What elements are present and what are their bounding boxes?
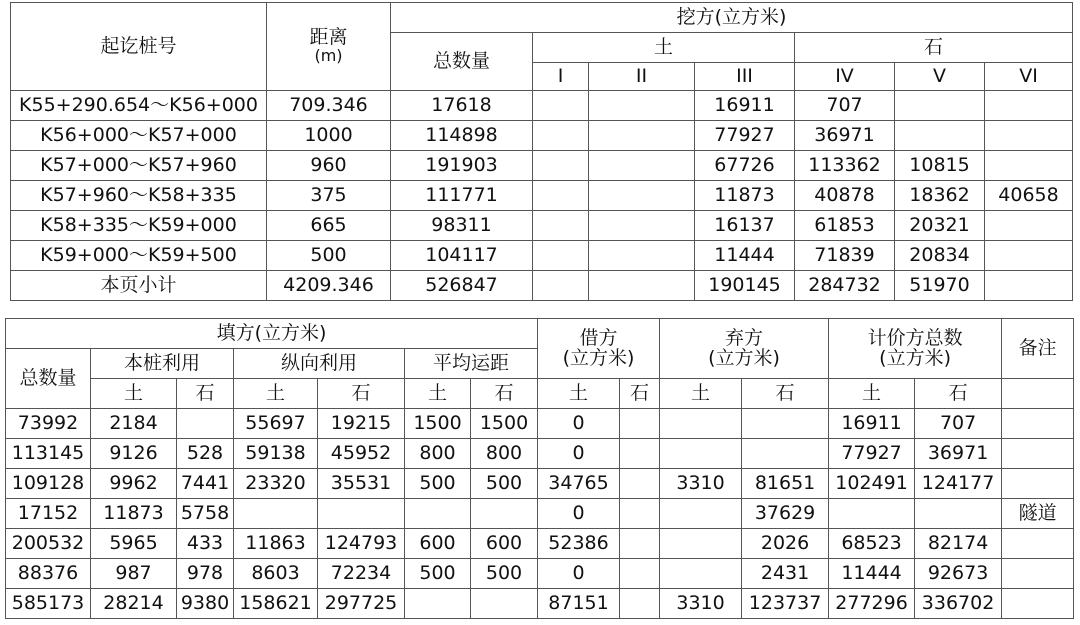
table-cell: 3310 [660, 589, 742, 619]
table-cell: K57+000～K57+960 [11, 151, 267, 181]
table-cell: 800 [471, 439, 538, 469]
table-cell [742, 439, 829, 469]
header-long-rock: 石 [318, 379, 405, 409]
table-cell [589, 91, 695, 121]
table-cell: 19215 [318, 409, 405, 439]
table-row [6, 559, 1074, 589]
table-cell: 0 [538, 409, 620, 439]
header-soil: 土 [533, 33, 795, 63]
table-cell: 190145 [695, 271, 795, 301]
table-cell: 17618 [391, 91, 533, 121]
header-priced-unit: (立方米) [879, 346, 951, 369]
table-cell: 40878 [795, 181, 895, 211]
table-cell: 5965 [91, 529, 177, 559]
table-cell: 82174 [915, 529, 1002, 559]
table-cell: 0 [538, 439, 620, 469]
table-cell: 88376 [6, 559, 91, 589]
table-cell [533, 151, 589, 181]
table-cell: 114898 [391, 121, 533, 151]
table-cell: 0 [538, 499, 620, 529]
table-cell [589, 241, 695, 271]
header-grade-3: III [695, 63, 795, 91]
table-cell: 73992 [6, 409, 91, 439]
table-cell [620, 439, 660, 469]
table-cell [985, 241, 1073, 271]
header-haul-soil: 土 [405, 379, 471, 409]
table-cell: 77927 [695, 121, 795, 151]
header-waste-rock: 石 [742, 379, 829, 409]
header-rock: 石 [795, 33, 1073, 63]
table-cell [620, 409, 660, 439]
table-cell: 375 [267, 181, 391, 211]
table-cell: 20834 [895, 241, 985, 271]
table-cell: K55+290.654～K56+000 [11, 91, 267, 121]
header-waste [660, 319, 829, 379]
table-cell: 500 [405, 559, 471, 589]
table-row [11, 181, 1073, 211]
header-borrow-label: 借方 [579, 326, 618, 349]
table-cell: 2026 [742, 529, 829, 559]
table-cell [533, 211, 589, 241]
table-cell [895, 91, 985, 121]
table-cell: 4209.346 [267, 271, 391, 301]
table-cell: 9380 [177, 589, 234, 619]
table-cell: 9126 [91, 439, 177, 469]
table-cell: 8603 [234, 559, 318, 589]
table-cell: 11444 [829, 559, 915, 589]
table-cell: 5758 [177, 499, 234, 529]
header-distance-unit: (m) [314, 46, 343, 66]
header-fill-total: 总数量 [6, 349, 91, 409]
header-priced-soil: 土 [829, 379, 915, 409]
header-grade-1: I [533, 63, 589, 91]
header-excavation-total: 总数量 [391, 33, 533, 91]
table-cell: 123737 [742, 589, 829, 619]
header-waste-soil: 土 [660, 379, 742, 409]
table-row [11, 121, 1073, 151]
table-cell [1002, 589, 1074, 619]
table-cell: 87151 [538, 589, 620, 619]
table-cell [660, 409, 742, 439]
table-cell [1002, 559, 1074, 589]
table-cell [533, 91, 589, 121]
table-cell: 40658 [985, 181, 1073, 211]
table-cell [405, 499, 471, 529]
header-remarks-blank [1002, 379, 1074, 409]
table-cell [742, 409, 829, 439]
table-cell: 111771 [391, 181, 533, 211]
table-cell: 102491 [829, 469, 915, 499]
table-cell: 55697 [234, 409, 318, 439]
table-cell [589, 181, 695, 211]
table-cell: 45952 [318, 439, 405, 469]
header-station: 起讫桩号 [11, 3, 267, 91]
table-cell: 336702 [915, 589, 1002, 619]
table-cell: 71839 [795, 241, 895, 271]
table-cell [985, 121, 1073, 151]
table-cell: 36971 [795, 121, 895, 151]
table-cell: 200532 [6, 529, 91, 559]
table-cell [533, 181, 589, 211]
header-distance-label: 距离 [309, 26, 348, 49]
header-local-soil: 土 [91, 379, 177, 409]
table-cell: 600 [405, 529, 471, 559]
table-cell: K57+960～K58+335 [11, 181, 267, 211]
table-row [11, 151, 1073, 181]
table-cell: 61853 [795, 211, 895, 241]
header-local-rock: 石 [177, 379, 234, 409]
table-cell: 297725 [318, 589, 405, 619]
table-cell [1002, 409, 1074, 439]
table-cell [177, 409, 234, 439]
header-grade-2: II [589, 63, 695, 91]
table-row [11, 91, 1073, 121]
table-cell: 158621 [234, 589, 318, 619]
table-cell [318, 499, 405, 529]
header-borrow-unit: (立方米) [562, 346, 635, 369]
table-cell [234, 499, 318, 529]
header-grade-6: VI [985, 63, 1073, 91]
table-cell [985, 91, 1073, 121]
table-cell: 277296 [829, 589, 915, 619]
table-cell: 433 [177, 529, 234, 559]
table-cell: 11863 [234, 529, 318, 559]
table-cell: 98311 [391, 211, 533, 241]
header-longitudinal-use: 纵向利用 [234, 349, 405, 379]
table-cell: 707 [795, 91, 895, 121]
table-cell: 11873 [695, 181, 795, 211]
table-cell: 92673 [915, 559, 1002, 589]
header-waste-unit: (立方米) [708, 346, 780, 369]
table-cell [620, 559, 660, 589]
table-row [11, 271, 1073, 301]
header-long-soil: 土 [234, 379, 318, 409]
table-cell: 36971 [915, 439, 1002, 469]
table-cell: 72234 [318, 559, 405, 589]
table-cell [533, 271, 589, 301]
table-cell: 978 [177, 559, 234, 589]
table-cell: 68523 [829, 529, 915, 559]
header-fill-group: 填方(立方米) [6, 319, 538, 349]
table-cell: 11444 [695, 241, 795, 271]
table-cell: 2431 [742, 559, 829, 589]
header-grade-5: V [895, 63, 985, 91]
table-cell: 500 [471, 469, 538, 499]
table-cell: 16911 [695, 91, 795, 121]
header-priced-label: 计价方总数 [867, 326, 963, 349]
table-cell: 800 [405, 439, 471, 469]
table-cell: 500 [471, 559, 538, 589]
table-cell [533, 241, 589, 271]
table-cell: 113145 [6, 439, 91, 469]
table-cell: 526847 [391, 271, 533, 301]
table-cell: 109128 [6, 469, 91, 499]
table-cell [660, 529, 742, 559]
table-row [6, 589, 1074, 619]
table-cell: 37629 [742, 499, 829, 529]
table-cell: 59138 [234, 439, 318, 469]
table-cell: 1500 [405, 409, 471, 439]
table-row [11, 211, 1073, 241]
table-cell [589, 151, 695, 181]
table-cell: 0 [538, 559, 620, 589]
table-cell [1002, 469, 1074, 499]
table-cell: 1500 [471, 409, 538, 439]
table-cell: 11873 [91, 499, 177, 529]
table-cell: 20321 [895, 211, 985, 241]
table-cell: 隧道 [1002, 499, 1074, 529]
table-cell: 124793 [318, 529, 405, 559]
table-cell: 2184 [91, 409, 177, 439]
table-cell [405, 589, 471, 619]
fill-table [5, 318, 1074, 619]
header-grade-4: IV [795, 63, 895, 91]
table-cell: 34765 [538, 469, 620, 499]
table-cell: 10815 [895, 151, 985, 181]
table-cell: 1000 [267, 121, 391, 151]
table-row [6, 469, 1074, 499]
table-cell: 23320 [234, 469, 318, 499]
table-row [6, 529, 1074, 559]
table-cell [620, 469, 660, 499]
header-local-use: 本桩利用 [91, 349, 234, 379]
table-cell: 77927 [829, 439, 915, 469]
header-avg-haul: 平均运距 [405, 349, 538, 379]
table-cell: 191903 [391, 151, 533, 181]
header-priced-rock: 石 [915, 379, 1002, 409]
table-cell: K56+000～K57+000 [11, 121, 267, 151]
table-cell: 709.346 [267, 91, 391, 121]
table-cell [533, 121, 589, 151]
excavation-table [10, 2, 1073, 301]
table-cell: 500 [267, 241, 391, 271]
table-cell: K58+335～K59+000 [11, 211, 267, 241]
table-cell [620, 499, 660, 529]
table-cell: 3310 [660, 469, 742, 499]
table-cell [660, 559, 742, 589]
table-cell: 52386 [538, 529, 620, 559]
table-cell [589, 211, 695, 241]
table-cell [1002, 529, 1074, 559]
table-cell [1002, 439, 1074, 469]
table-cell: 9962 [91, 469, 177, 499]
table-cell [471, 499, 538, 529]
table-cell: 987 [91, 559, 177, 589]
header-priced-total [829, 319, 1002, 379]
table-cell: 7441 [177, 469, 234, 499]
table-cell: 124177 [915, 469, 1002, 499]
table-cell [589, 121, 695, 151]
table-cell: K59+000～K59+500 [11, 241, 267, 271]
table-cell: 600 [471, 529, 538, 559]
table-cell: 960 [267, 151, 391, 181]
table-cell: 67726 [695, 151, 795, 181]
table-row [6, 409, 1074, 439]
table-cell [620, 529, 660, 559]
table-cell: 17152 [6, 499, 91, 529]
header-borrow-rock: 石 [620, 379, 660, 409]
table-cell [915, 499, 1002, 529]
table-cell [985, 211, 1073, 241]
table-cell: 81651 [742, 469, 829, 499]
header-borrow-soil: 土 [538, 379, 620, 409]
table-cell [589, 271, 695, 301]
table-cell: 16911 [829, 409, 915, 439]
header-waste-label: 弃方 [725, 326, 764, 349]
header-distance [267, 3, 391, 91]
table-cell [660, 439, 742, 469]
table-cell [620, 589, 660, 619]
table-row [6, 499, 1074, 529]
table-cell: 51970 [895, 271, 985, 301]
header-excavation-group: 挖方(立方米) [391, 3, 1073, 33]
table-cell [471, 589, 538, 619]
table-row [6, 439, 1074, 469]
header-borrow [538, 319, 660, 379]
table-cell: 500 [405, 469, 471, 499]
table-cell: 104117 [391, 241, 533, 271]
table-cell: 284732 [795, 271, 895, 301]
table-cell: 35531 [318, 469, 405, 499]
header-remarks: 备注 [1002, 319, 1074, 379]
table-cell: 528 [177, 439, 234, 469]
table-cell: 665 [267, 211, 391, 241]
table-cell [829, 499, 915, 529]
table-row [11, 241, 1073, 271]
table-cell: 28214 [91, 589, 177, 619]
table-cell: 16137 [695, 211, 795, 241]
table-cell [895, 121, 985, 151]
table-cell [985, 271, 1073, 301]
table-cell: 113362 [795, 151, 895, 181]
table-cell [985, 151, 1073, 181]
table-cell: 18362 [895, 181, 985, 211]
table-cell: 707 [915, 409, 1002, 439]
header-haul-rock: 石 [471, 379, 538, 409]
table-cell [660, 499, 742, 529]
table-cell: 585173 [6, 589, 91, 619]
table-cell: 本页小计 [11, 271, 267, 301]
